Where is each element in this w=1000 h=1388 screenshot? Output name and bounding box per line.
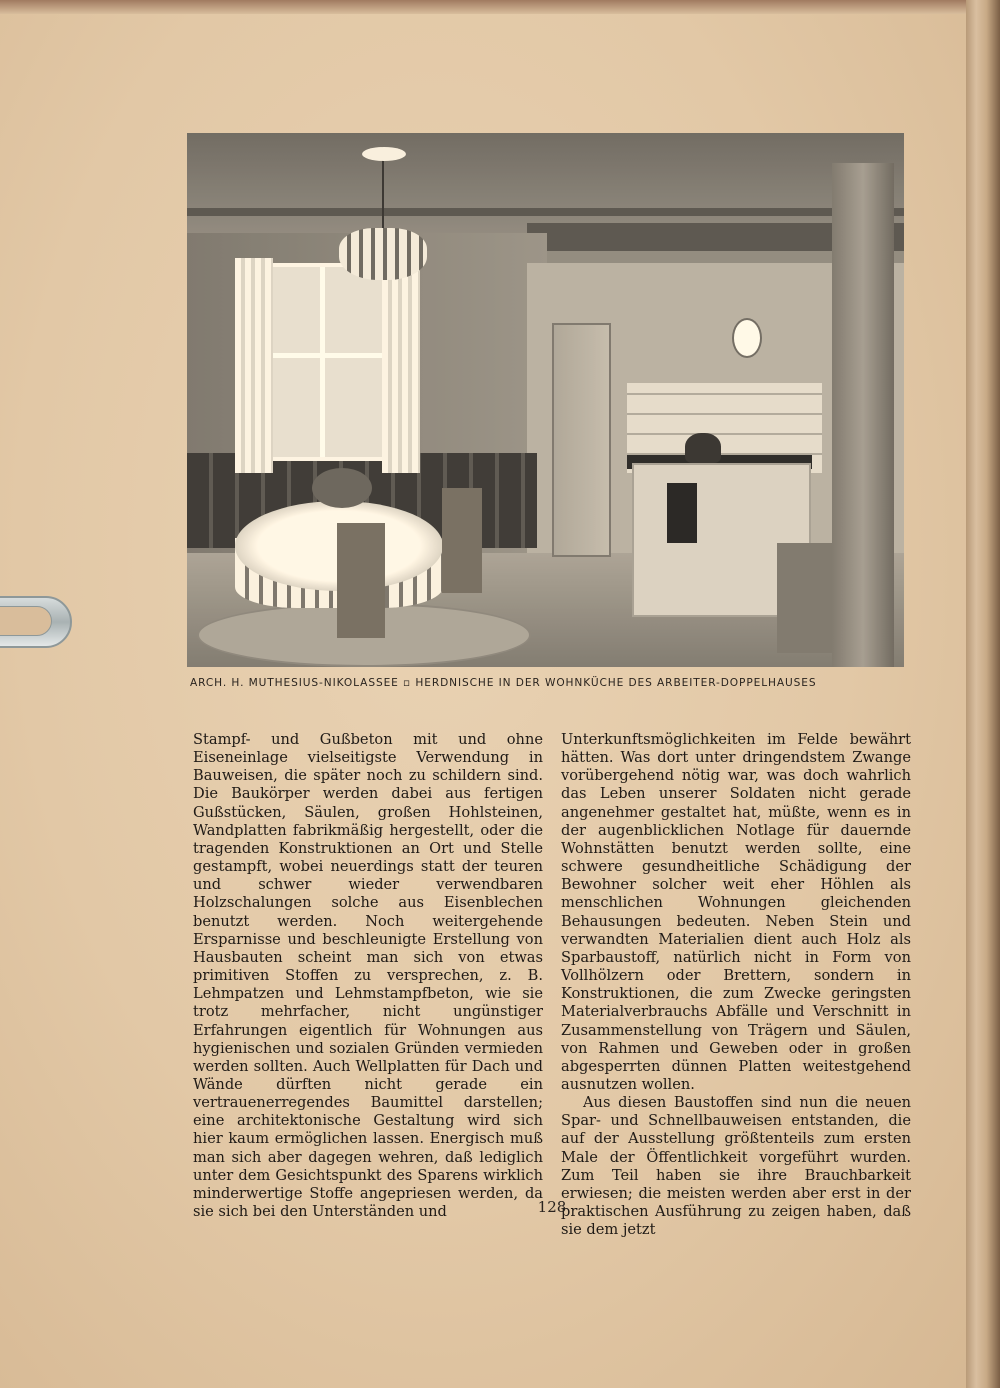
photo-ceiling-beam [187,208,904,216]
body-paragraph: Stampf- und Gußbeton mit und ohne Eiseneinlage vielseitigste Verwendung in Bauweisen, die später noch zu schildern sind. Die Baukörper werden dabei aus fertigen Gußstücken, Säulen, großen Hohlsteinen, Wandplatten fabrikmäßig hergestellt, oder die tragenden Konstruktionen an Ort und Stelle gestampft, wobei neuerdings statt der teuren und schwer wieder verwendbaren Holzschalungen solche aus Eisenblechen benutzt werden. Noch weitergehende Ersparnisse und beschleunigte Erstellung von Hausbauten scheint man sich von etwas primitiven Stoffen zu versprechen, z. B. Lehmpatzen und Lehmstampfbeton, wie sie trotz mehrfacher, nicht ungünstiger Erfahrungen eigentlich für Wohnungen aus hygienischen und sozialen Gründen vermieden werden sollten. Auch Wellplatten für Dach und Wände dürften nicht gerade ein vertrauenerregendes Baumittel darstellen; eine architektonische Gestaltung wird sich hier kaum ermöglichen lassen. Energisch muß man sich aber dagegen wehren, daß lediglich unter dem Gesichtspunkt des Sparens wirklich minderwertige Stoffe angepriesen werden, da sie sich bei den Unterständen und [193,731,543,1221]
photo-chair-front [337,523,385,638]
photo-wooden-post [832,163,894,667]
photo-chair-right [442,488,482,593]
photo-ceiling-rose [362,147,406,161]
paper-clip-loop [0,606,52,636]
photo-bench [777,543,832,653]
page-number: 128 [537,1198,567,1216]
photo-decorative-plate [732,318,762,358]
photo-window-mullion [320,267,325,457]
photo-lampshade [339,228,427,280]
photo-caption: ARCH. H. MUTHESIUS-NIKOLASSEE ▫ HERDNISCHE IN DER WOHNKÜCHE DES ARBEITER-DOPPELHAUSES [190,677,817,689]
photo-lamp-cord [382,151,384,231]
book-binding-edge [966,0,1000,1388]
page-top-edge [0,0,968,14]
body-paragraph: Aus diesen Baustoffen sind nun die neuen Spar- und Schnellbauweisen entstanden, die auf der Ausstellung größtenteils zum ersten Male der Öffentlichkeit vorgeführt wurden. Zum Teil haben sie ihre Brauchbarkeit erwiesen; die meisten werden aber erst in der praktischen Ausführung zu zeigen haben, daß sie dem jetzt [561,1094,911,1239]
photo-kettle [685,433,721,463]
photo-curtain-left [235,258,273,473]
photo-window-transom [261,353,391,358]
photo-flower-vase [312,468,372,508]
body-paragraph: Unterkunftsmöglichkeiten im Felde bewährt hätten. Was dort unter dringendstem Zwange vorübergehend nötig war, was doch wahrlich das Leben unserer Soldaten nicht gerade angenehmer gestaltet hat, müßte, wenn es in der augenblicklichen Notlage für dauernde Wohnstätten benutzt werden sollte, eine schwere gesundheitliche Schädigung der Bewohner solcher weit eher Höhlen als menschlichen Wohnungen gleichenden Behausungen bedeuten. Neben Stein und verwandten Materialien dient auch Holz als Sparbaustoff, natürlich nicht in Form von Vollhölzern oder Brettern, sondern in Konstruktionen, die zum Zwecke geringsten Materialverbrauchs Abfälle und Verschnitt in Zusammenstellung von Trägern und Säulen, von Rahmen und Geweben oder in großen abgesperrten dünnen Platten weitestgehend ausnutzen wollen. [561,731,911,1093]
photo-stove-door [667,483,697,543]
kitchen-photograph [187,133,904,667]
photo-window [257,263,395,461]
text-column-right [561,731,911,1239]
text-column-left [193,731,543,1221]
photo-cupboard [552,323,611,557]
photo-curtain-right [382,258,420,473]
